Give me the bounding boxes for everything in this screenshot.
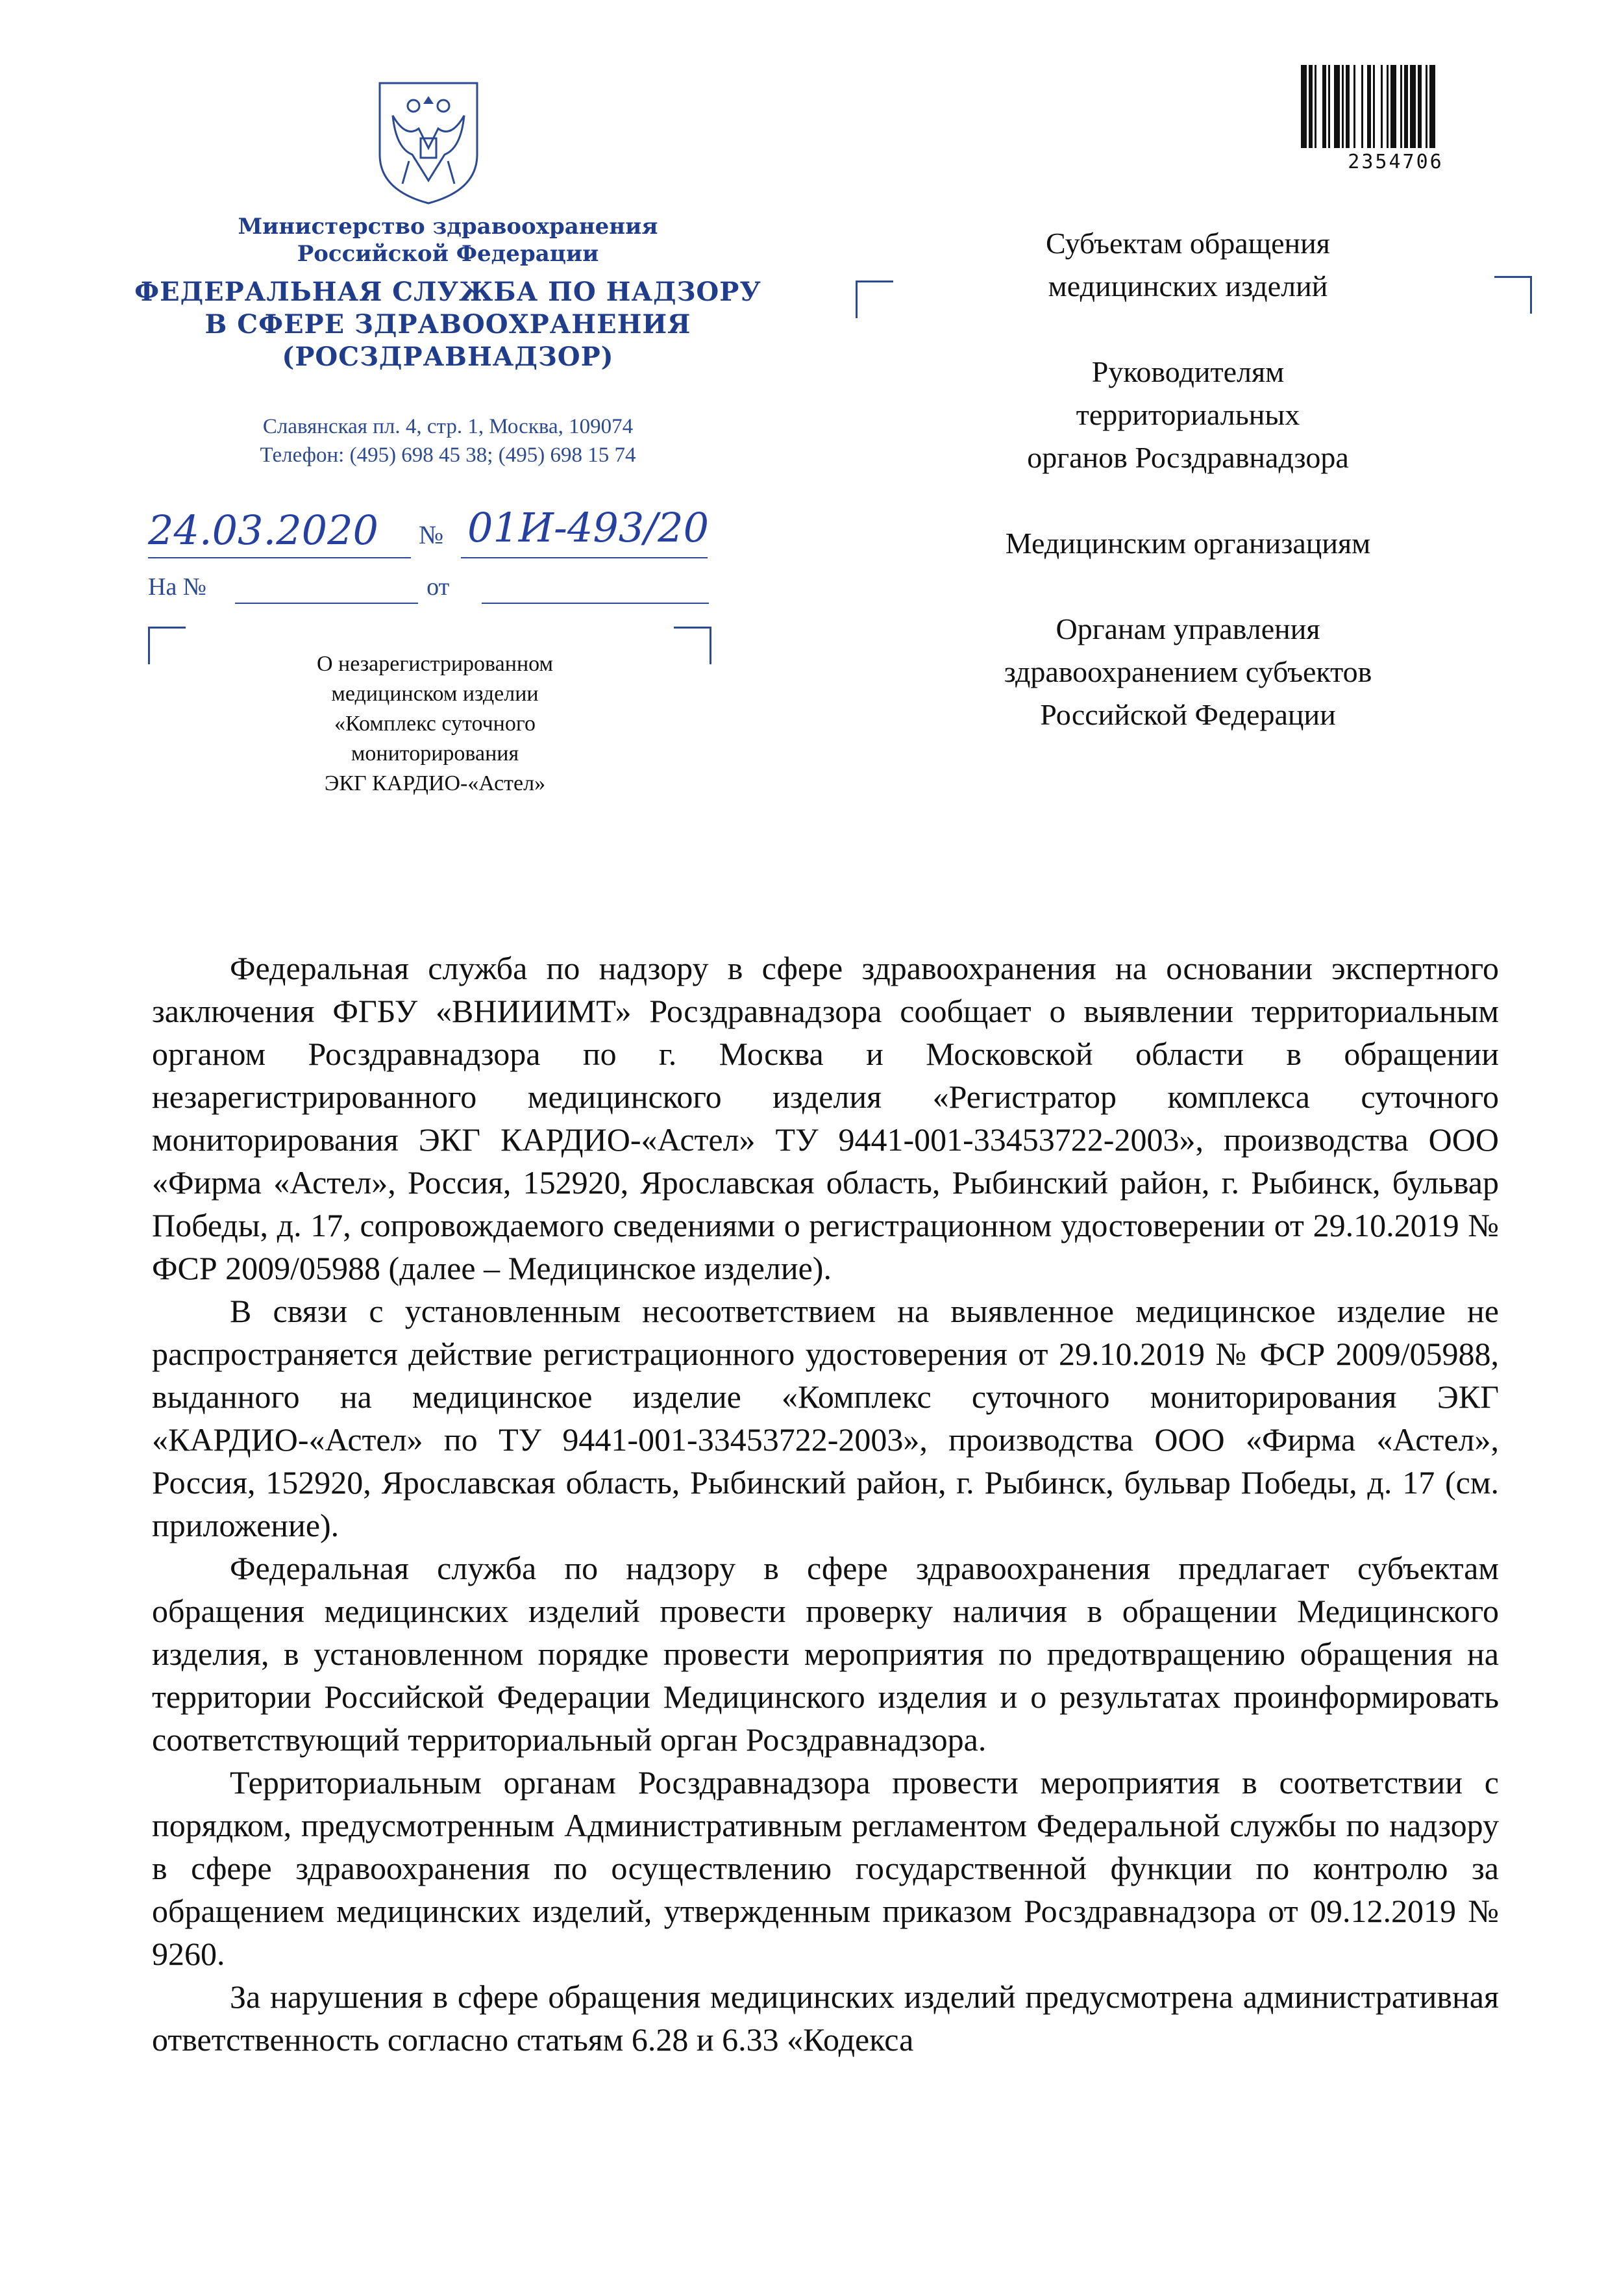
barcode-bar: [1322, 65, 1326, 148]
barcode-bar: [1353, 65, 1355, 148]
barcode-bar: [1301, 65, 1307, 148]
date-underline: [148, 557, 411, 558]
barcode-bar: [1373, 65, 1375, 148]
ministry-name: [130, 213, 766, 268]
recipient-line: органов Росздравнадзора: [1027, 441, 1349, 474]
barcode-bar: [1418, 65, 1422, 148]
coat-of-arms-emblem: [373, 77, 484, 206]
body-paragraph: Федеральная служба по надзору в сфере здравоохранения на основании экспертного заключения ФГБУ «ВНИИИМТ» Росздравнадзора сообщает о выявлении территориальным органом Росздравнадзора по г. Москва и Московской области в обращении незарегистрированного медицинского изделия «Регистратор комплекса суточного мониторирования ЭКГ КАРДИО-«Астел» ТУ 9441-001-33453722-2003», производства ООО «Фирма «Астел», Россия, 152920, Ярославская область, Рыбинский район, г. Рыбинск, бульвар Победы, д. 17, сопровождаемого сведениями о регистрационном удостоверении от 29.10.2019 № ФСР 2009/05988 (далее – Медицинское изделие).: [152, 950, 1499, 1286]
address-line: Телефон: (495) 698 45 38; (495) 698 15 74: [260, 443, 636, 467]
barcode-bar: [1400, 65, 1402, 148]
recipient-line: Медицинским организациям: [1005, 527, 1371, 560]
recipient-group: [909, 351, 1467, 479]
subject-bracket-left: [148, 627, 186, 664]
barcode-bar: [1309, 65, 1313, 148]
subject-line: медицинском изделии: [331, 682, 539, 706]
number-underline: [461, 557, 708, 558]
service-line: (РОСЗДРАВНАДЗОР): [282, 342, 614, 372]
barcode-bar: [1346, 65, 1350, 148]
barcode-bar: [1404, 65, 1408, 148]
recipient-group: [909, 222, 1467, 308]
letter-body: [152, 947, 1499, 2061]
barcode-bar: [1410, 65, 1416, 148]
subject-bracket-right: [674, 627, 711, 664]
sender-address: [130, 412, 766, 469]
barcode-bar: [1426, 65, 1427, 148]
barcode-bar: [1361, 65, 1363, 148]
barcode-bar: [1429, 65, 1435, 148]
subject-line: О незарегистрированном: [316, 652, 554, 676]
body-paragraph: Территориальным органам Росздравнадзора провести мероприятия в соответствии с порядком, предусмотренным Административным регламентом Федеральной службы по надзору в сфере здравоохранения по осуществлению государственной функции по контролю за обращением медицинских изделий, утвержденным приказом Росздравнадзора от 09.12.2019 № 9260.: [152, 1764, 1499, 1972]
recipient-line: территориальных: [1076, 398, 1300, 431]
body-paragraph: В связи с установленным несоответствием на выявленное медицинское изделие не распространяется действие регистрационного удостоверения от 29.10.2019 № ФСР 2009/05988, выданного на медицинское изделие «Комплекс суточного мониторирования ЭКГ «КАРДИО-«Астел» по ТУ 9441-001-33453722-2003», производства ООО «Фирма «Астел», Россия, 152920, Ярославская область, Рыбинский район, г. Рыбинск, бульвар Победы, д. 17 (см. приложение).: [152, 1293, 1499, 1543]
barcode-bar: [1387, 65, 1389, 148]
barcode-bar: [1328, 65, 1330, 148]
recipient-group: [909, 608, 1467, 736]
barcode-bar: [1390, 65, 1396, 148]
letter-subject: [247, 649, 623, 799]
body-paragraph: За нарушения в сфере обращения медицинских изделий предусмотрена административная ответственность согласно статьям 6.28 и 6.33 «Кодекса: [152, 1978, 1499, 2058]
ref-label: На №: [148, 573, 207, 601]
recipients-bracket-right: [1494, 276, 1532, 314]
barcode: [1298, 65, 1468, 149]
recipient-group: [909, 522, 1467, 565]
recipient-line: Органам управления: [1056, 612, 1320, 645]
barcode-bar: [1315, 65, 1316, 148]
recipient-line: Субъектам обращения: [1046, 227, 1330, 260]
reference-row: [148, 573, 449, 601]
barcode-number: 2354706: [1348, 151, 1444, 173]
ref-from-label: от: [426, 573, 450, 601]
barcode-bar: [1342, 65, 1344, 148]
subject-line: мониторирования: [351, 742, 519, 766]
service-line: ФЕДЕРАЛЬНАЯ СЛУЖБА ПО НАДЗОРУ: [134, 277, 761, 307]
barcode-bar: [1334, 65, 1340, 148]
recipients-bracket-left: [856, 281, 893, 318]
recipient-line: медицинских изделий: [1048, 269, 1328, 303]
body-paragraph: Федеральная служба по надзору в сфере здравоохранения предлагает субъектам обращения медицинских изделий провести проверку наличия в обращении Медицинского изделия, в установленном порядке провести мероприятия по предотвращению обращения на территории Российской Федерации Медицинского изделия и о результатах проинформировать соответствующий территориальный орган Росздравнадзора.: [152, 1550, 1499, 1758]
registration-number: 01И-493/20: [467, 504, 710, 551]
subject-line: «Комплекс суточного: [334, 712, 536, 736]
service-name: [130, 276, 766, 373]
ref-date-blank: [482, 603, 709, 604]
subject-line: ЭКГ КАРДИО-«Астел»: [324, 771, 546, 795]
barcode-bar: [1367, 65, 1371, 148]
recipient-line: Руководителям: [1091, 355, 1285, 388]
service-line: В СФЕРЕ ЗДРАВООХРАНЕНИЯ: [204, 309, 691, 340]
address-line: Славянская пл. 4, стр. 1, Москва, 109074: [262, 415, 634, 438]
ref-number-blank: [235, 603, 418, 604]
number-sign: №: [419, 520, 444, 549]
barcode-bar: [1381, 65, 1383, 148]
recipient-line: Российской Федерации: [1040, 698, 1336, 731]
recipient-line: здравоохранением субъектов: [1004, 655, 1372, 688]
ministry-line: Министерство здравоохранения: [238, 214, 658, 240]
recipients-block: [909, 222, 1467, 779]
registration-date: 24.03.2020: [148, 506, 378, 554]
ministry-line: Российской Федерации: [297, 241, 599, 267]
